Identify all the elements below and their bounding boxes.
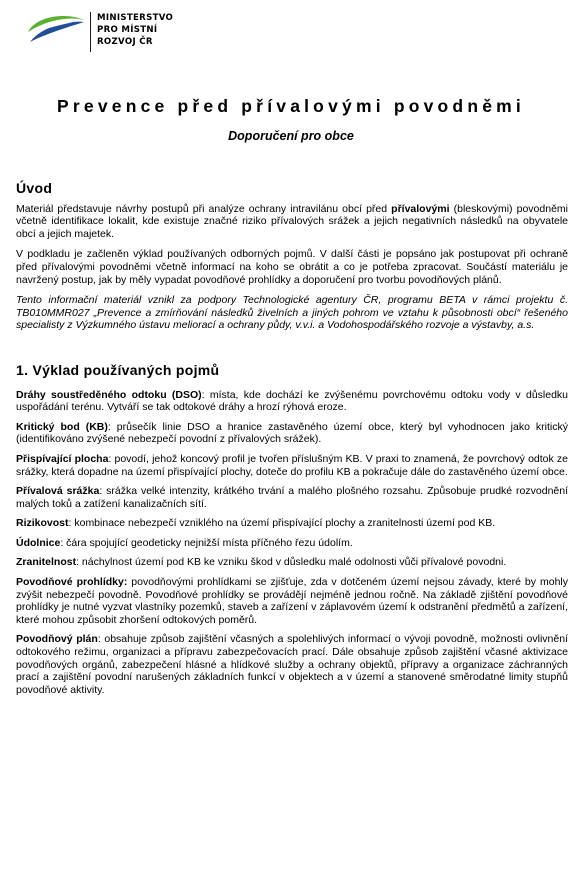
term-definition: : místa, kde dochází ke zvýšenému povrchovému odtoku vody v důsledku uspořádání terénu. Vytváří se tak odtokové dráhy a hrozí rýhová eroze.	[16, 388, 569, 414]
document-title: Prevence před přívalovými povodněmi	[57, 96, 525, 116]
term-item	[16, 485, 568, 510]
term-item	[16, 576, 568, 626]
bold-term: přívalovými	[391, 202, 450, 215]
term-item	[16, 633, 568, 696]
term-name: Zranitelnost	[16, 556, 77, 569]
text-run: (bleskovými) povodněmi včetně identifikace lokalit, kde existuje značné riziko přívalových srážek a jejich negativních následků na obyvatele obcí a jejich majetek.	[16, 202, 568, 240]
section-heading-terms: 1. Výklad používaných pojmů	[16, 361, 220, 378]
term-name: Přívalová srážka	[16, 485, 100, 498]
term-definition: : srážka velké intenzity, krátkého trvání a malého plošného rozsahu. Způsobuje prudké rozvodnění malých toků a zatížení kanalizačních sítí.	[16, 485, 569, 510]
text-run: Materiál představuje návrhy postupů při analýze ochrany intravilánu obcí před	[16, 202, 392, 215]
term-name: Kritický bod (KB)	[16, 420, 108, 433]
term-definition: : průsečík linie DSO a hranice zastavěného území obce, který byl vyhodnocen jako kritický (identifikováno zvýšené nebezpečí povodní z přívalových srážek).	[16, 420, 568, 446]
term-name: Povodňové prohlídky:	[16, 576, 128, 589]
term-item	[16, 389, 568, 414]
logo-separator	[90, 12, 91, 52]
term-definition: : náchylnost území pod KB ke vzniku škod v důsledku malé odolnosti vůči přívalové povodni.	[76, 556, 507, 569]
term-name: Rizikovost	[16, 517, 69, 530]
term-name: Dráhy soustředěného odtoku (DSO)	[16, 388, 202, 401]
term-item	[16, 556, 568, 569]
term-name: Přispívající plocha	[16, 452, 109, 465]
term-item	[16, 517, 568, 530]
funding-note: Tento informační materiál vznikl za podpory Technologické agentury ČR, programu BETA v rámci projektu č. TB010MMR027 „Prevence a zmírňování následků živelních a jiných pohrom ve vztahu k působnosti obcí“ řešeného specialisty z Výzkumného ústavu meliorací a ochrany půdy, v.v.i. a Vodohospodářského rozvoje a výstavby, a.s.	[16, 294, 568, 332]
section-heading-intro: Úvod	[16, 180, 53, 196]
ministry-logo	[26, 12, 173, 52]
terms-list	[16, 389, 568, 697]
term-name: Údolnice	[16, 536, 61, 549]
logo-text	[97, 12, 173, 48]
term-definition: : čára spojující geodeticky nejnižší místa příčného řezu údolím.	[60, 536, 353, 549]
document-subtitle: Doporučení pro obce	[228, 129, 354, 143]
term-definition: : povodí, jehož koncový profil je tvořen příslušným KB. V praxi to znamená, že povrchový odtok ze srážky, která dopadne na území přispívající plochy, doteče do profilu KB a pokračuje dále do zastavěného území obce.	[16, 452, 568, 478]
logo-line: ROZVOJ ČR	[97, 37, 153, 47]
intro-paragraph: V podkladu je začleněn výklad používaných odborných pojmů. V další části je popsáno jak postupovat při ochraně před přívalovými povodněmi včetně informací na koho se obrátit a co je potřeba zpracovat. Součástí materiálu je navržený postup, jak by měly vypadat povodňové prohlídky a doporučení pro tvorbu povodňových plánů.	[16, 248, 568, 286]
document-body	[16, 182, 568, 703]
term-definition: : obsahuje způsob zajištění včasných a spolehlivých informací o vývoji povodně, možnosti ovlivnění odtokového režimu, organizaci a přípravu zabezpečovacích prací. Dále obsahuje způsob zajištění včasné aktivizace povodňových orgánů, zabezpečení hlásné a hlídkové služby a ochrany objektů, přípravy a organizace záchranných prací a zajištění povodní narušených základních funkcí v objektech a v území a stanovené směrodatné limity stupňů povodňové aktivity.	[16, 633, 568, 696]
term-definition: povodňovými prohlídkami se zjišťuje, zda v dotčeném území nejsou závady, které by mohly zvýšit nebezpečí povodně. Povodňové prohlídky se provádějí nejméně jednou ročně. Na základě zjištění povodňové prohlídky je nutné vyzvat vlastníky pozemků, staveb a zařízení v záplavovém území k odstranění předmětů a zařízení, které mohou způsobit zhoršení odtokových poměrů.	[16, 576, 568, 626]
logo-line: MINISTERSTVO	[97, 13, 174, 23]
intro-paragraph	[16, 203, 568, 241]
term-item	[16, 453, 568, 478]
term-definition: : kombinace nebezpečí vzniklého na území přispívající plochy a zranitelnosti území pod KB.	[68, 517, 496, 530]
logo-line: PRO MÍSTNÍ	[97, 25, 158, 35]
ministry-logo-icon	[26, 12, 86, 46]
term-name: Povodňový plán	[16, 633, 98, 646]
term-item	[16, 421, 568, 446]
term-item	[16, 537, 568, 550]
